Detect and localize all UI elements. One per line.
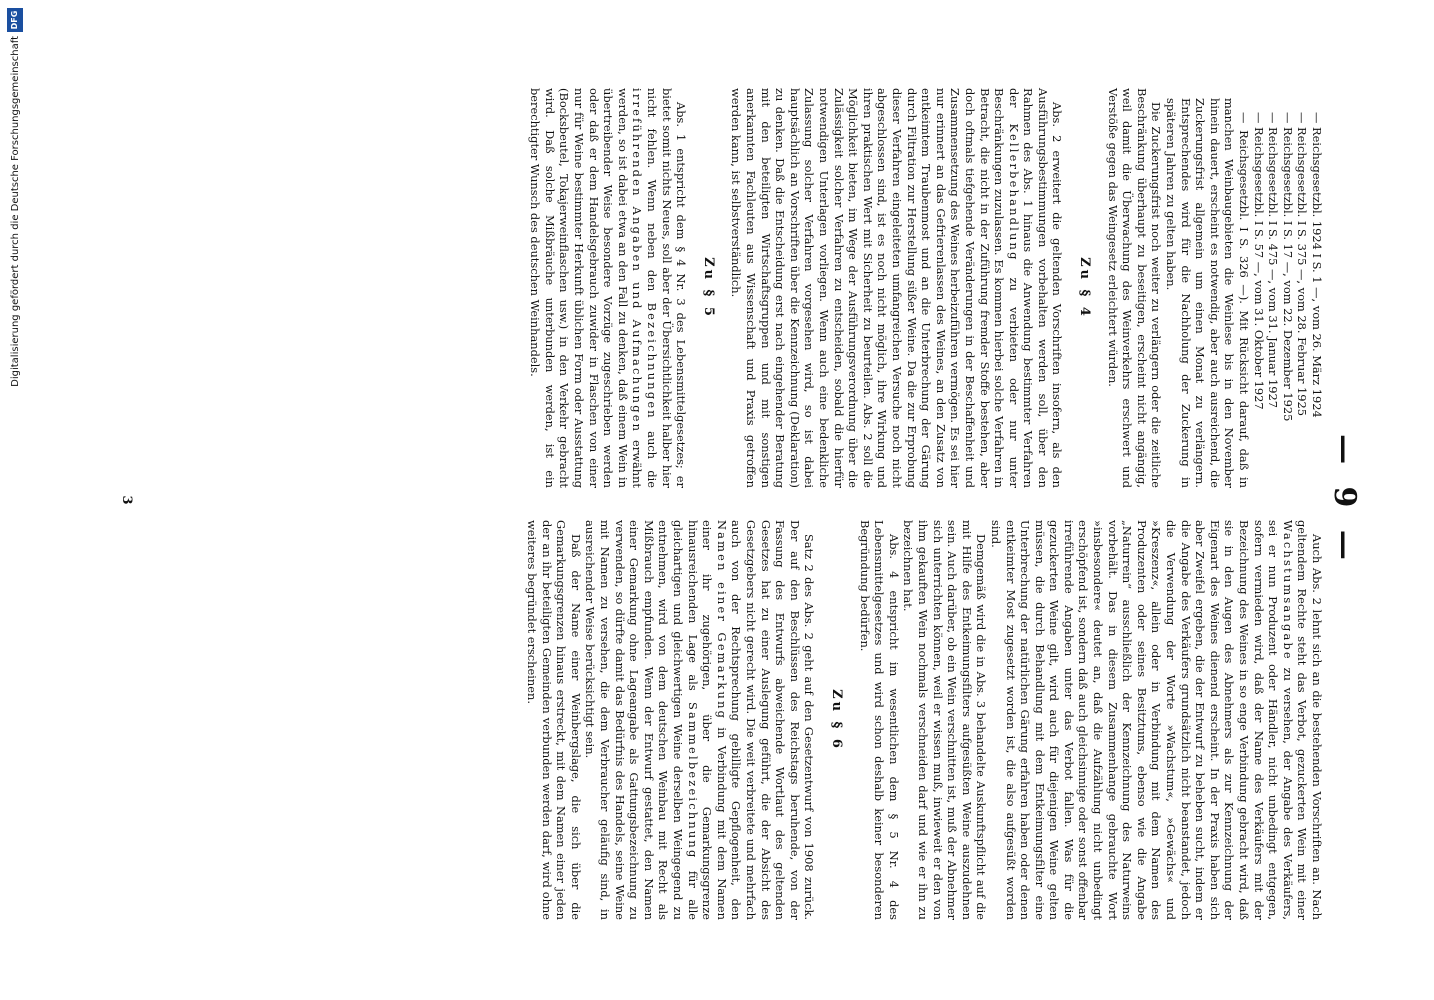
footer-page-number: 3 [119,495,134,505]
left-column [528,88,1324,488]
emphasized-term: Bezeichnungen [645,302,660,420]
emphasized-term: Namen einer Gemarkung [714,520,729,721]
paragraph [583,520,817,920]
paragraph-text: Abs. 2 erweitert die geltenden Vorschriften insofern, als den Ausführungsbestimmungen vorbehalten werden soll, über den Rahmen des Abs. 1 hinaus die Anwendung bestimmter Verfahren der [1006,88,1065,488]
paragraph-text: zu versehen, der Angabe des Verkäufers, sei er nun Produzent oder Händler, nicht unbedingt entgegen, sofern vermieden wird, daß der Name des Verkäufers mit der Bezeichnung des Weines in so enge Verbindung gebracht wird, daß sie in den Augen des Abnehmers als zur Kennzeichnung der Eigenart des Weines dienend erscheint. In der Praxis haben sich aber Zweifel ergeben, die der Entwurf zu beheben sucht, indem er die Angabe des Verkäufers grundsätzlich nicht beanstandet, jedoch die Verwendung der Worte »Wachstum«, »Gewächs« und »Kreszenz«, allein oder in Verbindung mit dem Namen des Produzenten oder seines Besitztums, ebenso wie die Angabe „Naturrein“ ausschließlich der Kennzeichnung des Naturweins vorbehält. Das in diesem Zusammenhange gebrauchte Wort »insbesondere« deutet an, daß die Aufzählung nicht unbedingt erschöpfend ist, sondern daß auch gleichsinnige oder sonst offenbar irreführende Angaben unter das Verbot fallen. Was für die gezuckerten Weine gilt, wird auch für diejenigen Weine gelten müssen, die durch Behandlung mit dem Entkeimungsfilter eine Unterbrechung der natürlichen Gärung erfahren haben oder denen entkeimter Most zugesetzt worden ist, die also aufgesüßt worden sind. [988,520,1295,921]
paragraph [988,520,1324,920]
section-heading: Zu § 5 [700,257,716,319]
emphasized-term: Sammelbezeichnung [685,702,700,860]
emphasized-term: Wachstumsangabe [1280,520,1295,661]
banner-text: Digitalisierung gefördert durch die Deutsche Forschungsgemeinschaft [9,36,21,387]
page-number: — 9 — [1327,434,1362,566]
paragraph-text: zu verbieten oder nur unter Beschränkungen zuzulassen. Es kommen hierbei solche Verfahren in Betracht, die nicht in der Zuführung fremder Stoffe bestehen, aber doch oftmals tiefgehende Veränderungen in der Beschaffenheit und Zusammensetzung des Weines herbeizuführen vermögen. Es sei hier nur erinnert an das Gefrierenlassen des Weines, an den Zusatz von entkeimtem Traubenmost und an die Unterbrechung der Gärung durch Filtration zur Herstellung süßer Weine. Da die zur Erprobung dieser Verfahren eingeleiteten umfangreichen Versuche noch nicht abgeschlossen sind, ist es noch nicht möglich, ihre Wirkung und ihren praktischen Wert mit Sicherheit zu beurteilen. Abs. 2 soll die Möglichkeit bieten, im Wege der Ausführungsverordnung über die Zulässigkeit solcher Verfahren zu entscheiden, sobald die hierfür notwendigen Unterlagen vorliegen. Wenn auch eine bedenkliche Zulassung solcher Verfahren vorgesehen wird, so ist dabei hauptsächlich an Vorschriften über die Kennzeichnung (Deklaration) zu denken. Daß die Entscheidung erst nach eingehender Beratung mit den beteiligten Wirtschaftsgruppen und mit sonstigen anerkannten Fachleuten aus Wissenschaft und Praxis getroffen werden kann, ist selbstverständlich. [729,88,1021,489]
digitization-banner [4,0,26,1000]
paragraph-text: Abs. 1 entspricht dem § 4 Nr. 3 des Lebensmittelgesetzes; er bietet somit nichts Neues, soll aber der Übersichtlichkeit halber hier nicht fehlen. Wenn neben den [645,88,689,488]
emphasized-term: irreführenden Angaben und Aufmachungen [630,88,645,434]
dfg-logo-icon: DFG [7,8,23,32]
paragraph-text: Auch Abs. 2 lehnt sich an die bestehenden Vorschriften an. Nach geltendem Rechte steht das Verbot, gezuckerten Wein mit einer [1295,520,1324,920]
section-heading: Zu § 4 [1077,257,1093,319]
list-item: — Reichsgesetzbl. I S. 475 —, vom 31. Januar 1927 [1266,112,1281,408]
paragraph: Demgemäß wird die in Abs. 3 behandelte Auskunftspflicht auf die mit Hilfe des Entkeimungsfilters aufgesüßten Weine auszudehnen sein. Auch darüber, ob ein Wein verschnitten ist, muß der Abnehmer sich unterrichten können, weil er wissen muß, inwieweit er den von ihm gekauften Wein nochmals verschneiden darf und wie er ihn zu bezeichnen hat. [901,520,989,920]
paragraph-text: für alle gleichartigen und gleichwertigen Weine derselben Weingegend zu entnehmen, wird von dem deutschen Weinbau mit Recht als Mißbrauch empfunden. Wenn der Entwurf gestattet, den Namen einer Gemarkung ohne Lageangabe als Gattungsbezeichnung zu verwenden, so dürfte damit das Bedürfnis des Handels, seine Weine mit Namen zu versehen, die dem Verbraucher geläufig sind, in ausreichender Weise berücksichtigt sein. [583,520,700,921]
list-item: — Reichsgesetzbl. 1924 I S. 1 —, vom 26. März 1924 [1310,112,1324,418]
list-item: — Reichsgesetzbl. I S. 57 —, vom 31. Oktober 1927 [1251,112,1266,410]
paragraph-text: auch die [645,431,660,489]
paragraph: Die Zuckerungsfrist noch weiter zu verlängern oder die zeitliche Beschränkung überhaupt zu beseitigen, erscheint nicht angängig, weil damit die Überwachung des Weinverkehrs erschwert und Verstöße gegen das Weingesetz erleichtert würden. [1105,88,1164,488]
list-item: — Reichsgesetzbl. I S. 375 —, vom 28. Februar 1925 [1295,112,1310,417]
paragraph-text: in Verbindung mit dem Namen einer ihr zugehörigen, über die Gemarkungsgrenze hinausreichenden Lage als [685,520,729,920]
paragraph-text: erwähnt werden, so ist dabei etwa an den Fall zu denken, daß einem Wein in übertreibender Weise besondere Vorzüge zugeschrieben werden oder daß er dem Handelsgebrauch zuwider in Flaschen von einer nur für Weine bestimmter Herkunft üblichen Form oder Ausstattung (Bocksbeutel, Tokajerweinflaschen usw.) in den Verkehr gebracht wird. Daß solche Mißbräuche unterbunden werden, ist ein berechtigter Wunsch des deutschen Weinhandels. [528,88,645,488]
paragraph [729,88,1065,488]
paragraph: Abs. 4 entspricht im wesentlichen dem § 5 Nr. 4 des Lebensmittelgesetzes und wird schon deshalb keiner besonderen Begründung bedürfen. [857,520,901,920]
right-column [525,520,1324,920]
list-item: — Reichsgesetzbl. I S. 326 —). Mit Rücksicht darauf, daß in manchen Weinbaugebieten die Weinlese bis in den November hinein dauert, erscheint es notwendig, aber auch ausreichend, die Zuckerungsfrist allgemein um einen Monat zu verlängern. Entsprechendes wird für die Nachholung der Zuckerung in späteren Jahren zu gelten haben. [1164,98,1252,488]
section-heading: Zu § 6 [829,689,844,751]
paragraph-text: Satz 2 des Abs. 2 geht auf den Gesetzentwurf von 1908 zurück. Der auf den Beschlüssen des Reichstags beruhende, von der Fassung des Entwurfs abweichende Wortlaut des geltenden Gesetzes hat zu einer Auslegung geführt, die der Absicht des Gesetzgebers nicht gerecht wird. Die weit verbreitete und mehrfach auch von der Rechtsprechung gebilligte Gepflogenheit, den [729,520,817,920]
paragraph [528,88,689,488]
paragraph: Daß der Name einer Weinbergslage, die sich über die Gemarkungsgrenzen hinaus erstreckt, mit dem Namen einer jeden der an ihr beteiligten Gemeinden verbunden werden darf, wird ohne weiteres begründet erscheinen. [525,520,583,920]
list-item: — Reichsgesetzbl. I S. 17 —, vom 22. Dezember 1925 [1280,112,1295,422]
emphasized-term: Kellerbehandlung [1006,123,1021,262]
